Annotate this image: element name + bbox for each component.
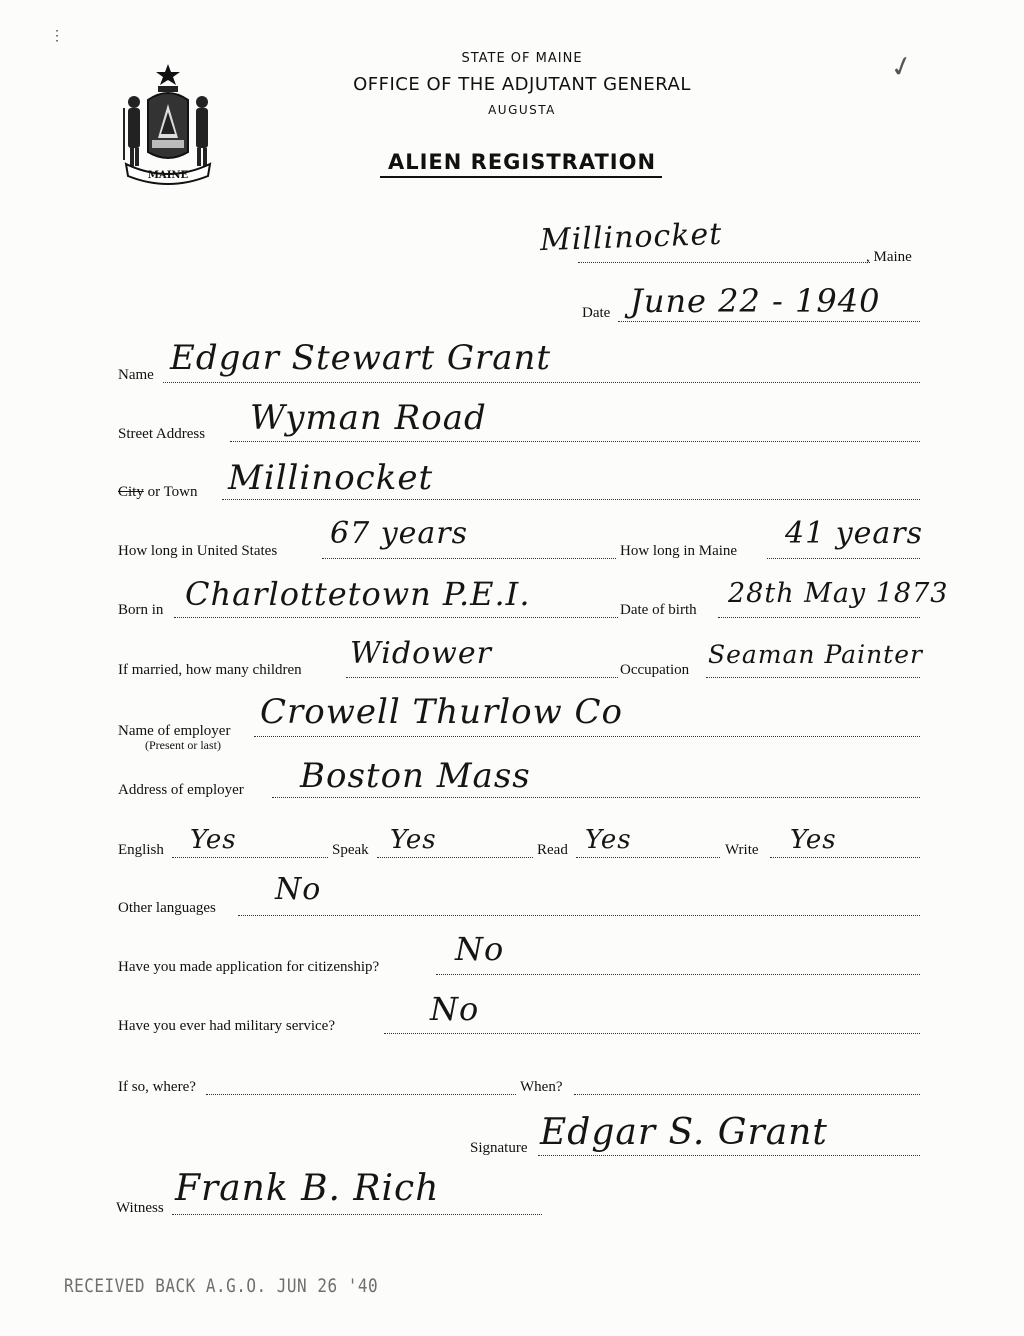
town-line [578, 262, 870, 263]
us-value: 67 years [330, 516, 469, 551]
born-value: Charlottetown P.E.I. [185, 575, 531, 613]
town-value: Millinocket [539, 216, 723, 259]
signature-label: Signature [470, 1140, 528, 1156]
write-value: Yes [790, 825, 837, 855]
us-line [322, 558, 616, 559]
maine-label: , Maine [866, 249, 912, 265]
married-label: If married, how many children [118, 662, 302, 678]
citizenship-label: Have you made application for citizenship? [118, 959, 380, 975]
street-line [230, 441, 920, 442]
english-label: English [118, 842, 164, 858]
date-label: Date [582, 305, 611, 321]
other-languages-label: Other languages [118, 900, 216, 916]
where-line [206, 1094, 516, 1095]
speak-value: Yes [390, 825, 437, 855]
occupation-line [706, 677, 920, 678]
military-line [384, 1033, 920, 1034]
employer-address-line [272, 797, 920, 798]
when-line [574, 1094, 920, 1095]
dob-line [718, 617, 920, 618]
dob-label: Date of birth [620, 602, 697, 618]
witness-label: Witness [116, 1200, 164, 1216]
other-languages-value: No [275, 872, 322, 907]
seal-text: MAINE [147, 170, 189, 181]
signature-line [538, 1155, 920, 1156]
name-line [163, 382, 920, 383]
english-line [172, 857, 328, 858]
header-office: OFFICE OF THE ADJUTANT GENERAL [353, 74, 691, 95]
born-line [174, 617, 618, 618]
signature-value: Edgar S. Grant [540, 1112, 828, 1153]
maine-duration-label: How long in Maine [620, 543, 738, 559]
witness-value: Frank B. Rich [175, 1168, 440, 1209]
date-line [618, 321, 920, 322]
maine-duration-line [767, 558, 920, 559]
header-state: STATE OF MAINE [461, 51, 583, 66]
speak-line [377, 857, 533, 858]
citizenship-value: No [455, 930, 505, 968]
employer-value: Crowell Thurlow Co [260, 692, 623, 732]
street-label: Street Address [118, 426, 206, 442]
employer-sublabel: (Present or last) [145, 738, 221, 752]
employer-line [254, 736, 920, 737]
write-label: Write [725, 842, 759, 858]
street-value: Wyman Road [250, 398, 487, 438]
name-label: Name [118, 367, 154, 383]
occupation-label: Occupation [620, 662, 690, 678]
edge-mark: ⋮ [50, 29, 64, 44]
military-value: No [430, 990, 480, 1028]
header-city: AUGUSTA [488, 103, 556, 117]
where-label: If so, where? [118, 1079, 196, 1095]
read-line [576, 857, 720, 858]
maine-duration-value: 41 years [785, 516, 924, 551]
employer-address-value: Boston Mass [300, 756, 531, 796]
witness-line [172, 1214, 542, 1215]
city-line [222, 499, 920, 500]
when-label: When? [520, 1079, 563, 1095]
employer-label: Name of employer [118, 723, 231, 739]
city-label [118, 484, 198, 501]
occupation-value: Seaman Painter [708, 640, 923, 669]
other-languages-line [238, 915, 920, 916]
married-line [346, 677, 618, 678]
married-value: Widower [350, 636, 492, 671]
name-value: Edgar Stewart Grant [170, 338, 552, 378]
check-mark: ✓ [886, 47, 918, 86]
speak-label: Speak [332, 842, 369, 858]
city-label-struck: City [118, 484, 144, 500]
employer-address-label: Address of employer [118, 782, 244, 798]
write-line [770, 857, 920, 858]
english-value: Yes [190, 825, 237, 855]
dob-value: 28th May 1873 [728, 578, 949, 609]
date-value: June 22 - 1940 [630, 282, 881, 320]
read-value: Yes [585, 825, 632, 855]
read-label: Read [537, 842, 568, 858]
received-stamp: RECEIVED BACK A.G.O. JUN 26 '40 [64, 1274, 379, 1297]
military-label: Have you ever had military service? [118, 1018, 335, 1034]
city-label-rest: or Town [143, 484, 198, 500]
us-label: How long in United States [118, 543, 278, 559]
form-title: ALIEN REGISTRATION [387, 150, 657, 174]
city-value: Millinocket [228, 458, 434, 498]
citizenship-line [436, 974, 920, 975]
born-label: Born in [118, 602, 164, 618]
title-underline [380, 176, 662, 178]
